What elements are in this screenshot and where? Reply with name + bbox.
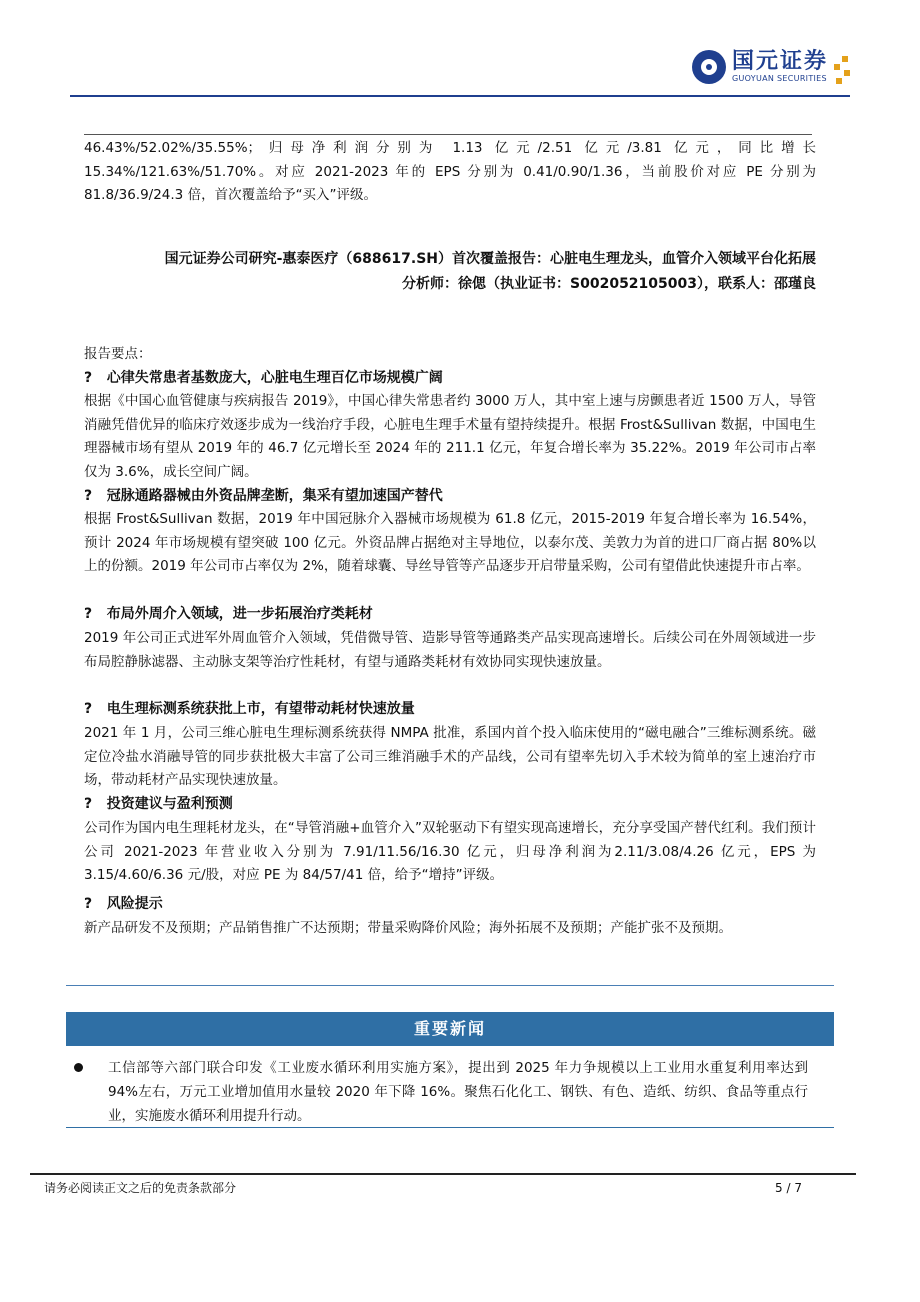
section-heading bbox=[84, 893, 816, 917]
section-body: 新产品研发不及预期；产品销售推广不达预期；带量采购降价风险；海外拓展不及预期；产能扩张不及预期。 bbox=[84, 920, 732, 936]
guoyuan-logo-icon bbox=[692, 50, 726, 84]
section-bullet: ? bbox=[84, 701, 93, 717]
section-bullet: ? bbox=[84, 796, 93, 812]
news-section-title: 重要新闻 bbox=[66, 1012, 834, 1046]
news-item-text: 工信部等六部门联合印发《工业废水循环利用实施方案》，提出到 2025 年力争规模以上工业用水重复利用率达到 94%左右，万元工业增加值用水量较 2020 年下降 16%。聚焦石化化工、钢铁、有色、造纸、纺织、食品等重点行业，实施废水循环利用提升行动。 bbox=[108, 1060, 809, 1124]
section-body: 2021 年 1 月，公司三维心脏电生理标测系统获得 NMPA 批准，系国内首个投入临床使用的“磁电融合”三维标测系统。磁定位冷盐水消融导管的同步获批极大丰富了公司三维消融手术的产品线，公司有望率先切入手术较为简单的室上速治疗市场，带动耗材产品实现快速放量。 bbox=[84, 725, 816, 788]
page-number: 5 / 7 bbox=[775, 1181, 802, 1195]
section-heading-text: 风险提示 bbox=[106, 896, 163, 912]
company-logo bbox=[692, 50, 828, 84]
section-bullet: ? bbox=[84, 606, 93, 622]
section-heading-text: 投资建议与盈利预测 bbox=[106, 796, 233, 812]
section-body: 根据《中国心血管健康与疾病报告 2019》，中国心律失常患者约 3000 万人，其中室上速与房颤患者近 1500 万人，导管消融凭借优异的临床疗效逐步成为一线治疗手段，心脏电生理手术量有望持续提升。根据 Frost&Sullivan 数据，中国电生理器械市场有望从 2019 年的 46.7 亿元增长至 2024 年的 211.1 亿元，年复合增长率为 35.22%。2019 年公司市占率仅为 3.6%，成长空间广阔。 bbox=[84, 393, 816, 480]
section-heading bbox=[84, 485, 816, 509]
section-heading bbox=[84, 793, 816, 817]
section-divider bbox=[66, 985, 834, 986]
section-heading-text: 心律失常患者基数庞大，心脏电生理百亿市场规模广阔 bbox=[106, 370, 443, 386]
section-bullet: ? bbox=[84, 896, 93, 912]
points-label: 报告要点： bbox=[84, 346, 152, 362]
intro-paragraph: 46.43%/52.02%/35.55%；归母净利润分别为 1.13 亿元/2.51 亿元/3.81 亿元，同比增长15.34%/121.63%/51.70%。对应 2021-2023 年的 EPS 分别为 0.41/0.90/1.36，当前股价对应 PE 分别为81.8/36.9/24.3 倍，首次覆盖给予“买入”评级。 bbox=[84, 140, 816, 203]
section-body: 公司作为国内电生理耗材龙头，在“导管消融+血管介入”双轮驱动下有望实现高速增长，充分享受国产替代红利。我们预计公司 2021-2023 年营业收入分别为 7.91/11.56/16.30 亿元，归母净利润为2.11/3.08/4.26 亿元，EPS 为 3.15/4.60/6.36 元/股，对应 PE 为 84/57/41 倍，给予“增持”评级。 bbox=[84, 820, 816, 883]
footer-divider bbox=[30, 1173, 856, 1175]
bullet-icon bbox=[74, 1063, 83, 1072]
report-analyst: 分析师：徐偲（执业证书：S002052105003），联系人：邵瑾良 bbox=[402, 276, 816, 292]
section-body: 根据 Frost&Sullivan 数据，2019 年中国冠脉介入器械市场规模为 61.8 亿元，2015-2019 年复合增长率为 16.54%，预计 2024 年市场规模有望突破 100 亿元。外资品牌占据绝对主导地位，以泰尔茂、美敦力为首的进口厂商占据 80%以上的份额。2019 年公司市占率仅为 2%，随着球囊、导丝导管等产品逐步开启带量采购，公司有望借此快速提升市占率。 bbox=[84, 511, 816, 574]
logo-decoration-icon bbox=[830, 56, 852, 86]
section-body: 2019 年公司正式进军外周血管介入领域，凭借微导管、造影导管等通路类产品实现高速增长。后续公司在外周领域进一步布局腔静脉滤器、主动脉支架等治疗性耗材，有望与通路类耗材有效协同实现快速放量。 bbox=[84, 630, 816, 670]
section-heading bbox=[84, 603, 816, 627]
section-heading-text: 电生理标测系统获批上市，有望带动耗材快速放量 bbox=[106, 701, 415, 717]
logo-name-cn: 国元证券 bbox=[731, 49, 828, 74]
section-heading bbox=[84, 367, 816, 391]
table-top-border bbox=[84, 134, 812, 135]
section-heading-text: 布局外周介入领域，进一步拓展治疗类耗材 bbox=[106, 606, 373, 622]
logo-name-en: GUOYUAN SECURITIES bbox=[731, 74, 827, 83]
section-heading bbox=[84, 698, 816, 722]
section-bullet: ? bbox=[84, 370, 93, 386]
section-bullet: ? bbox=[84, 488, 93, 504]
section-heading-text: 冠脉通路器械由外资品牌垄断，集采有望加速国产替代 bbox=[106, 488, 443, 504]
footer-disclaimer: 请务必阅读正文之后的免责条款部分 bbox=[44, 1181, 237, 1195]
news-bottom-border bbox=[66, 1127, 834, 1128]
header-divider bbox=[70, 95, 850, 97]
report-title: 国元证券公司研究-惠泰医疗（688617.SH）首次覆盖报告：心脏电生理龙头，血管介入领域平台化拓展 bbox=[164, 251, 816, 267]
